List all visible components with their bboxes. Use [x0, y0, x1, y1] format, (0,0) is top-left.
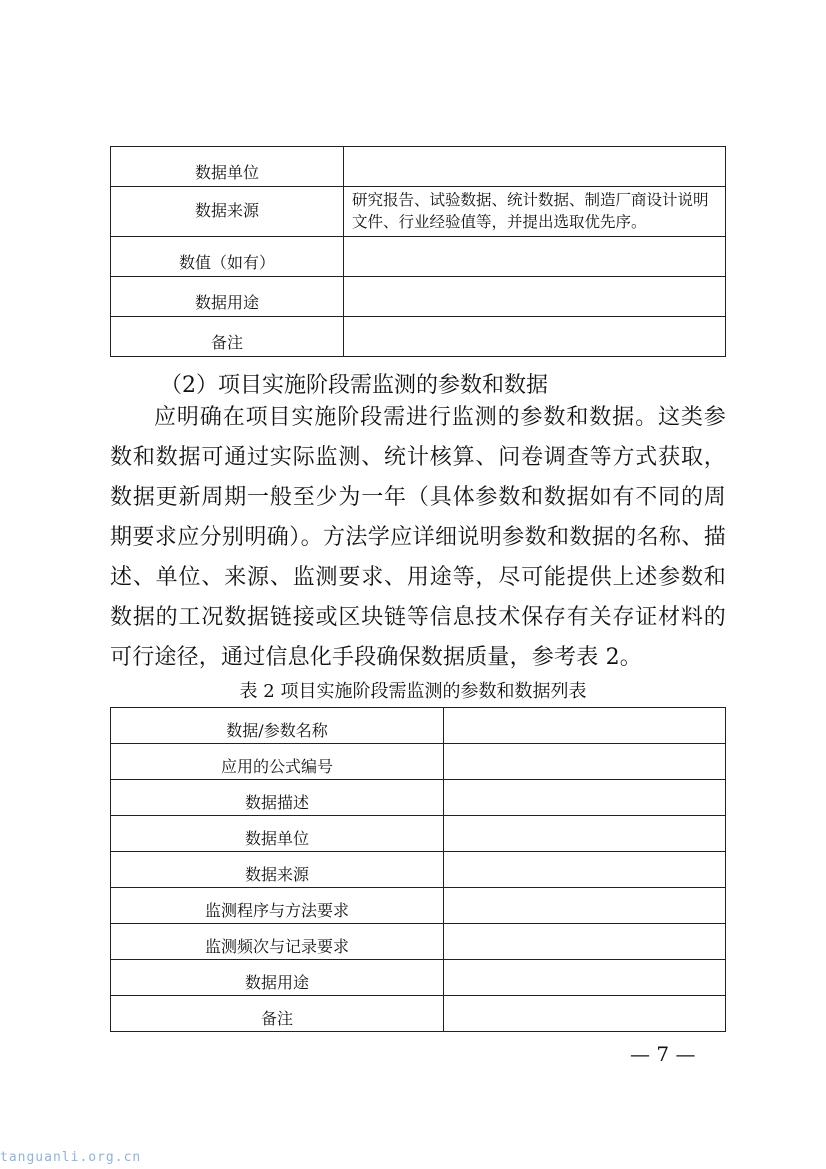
table-row	[111, 317, 726, 357]
row-value	[344, 317, 726, 357]
body-paragraph: 应明确在项目实施阶段需进行监测的参数和数据。这类参数和数据可通过实际监测、统计核算、问卷调查等方式获取，数据更新周期一般至少为一年（具体参数和数据如有不同的周期要求应分别明确）。方法学应详细说明参数和数据的名称、描述、单位、来源、监测要求、用途等，尽可能提供上述参数和数据的工况数据链接或区块链等信息技术保存有关存证材料的可行途径，通过信息化手段确保数据质量，参考表 2。	[110, 405, 726, 670]
row-value	[444, 960, 726, 996]
row-label: 数值（如有）	[111, 237, 344, 277]
row-label: 数据/参数名称	[111, 708, 444, 744]
watermark: tanguanli.org.cn	[0, 1150, 142, 1165]
table-row	[111, 744, 726, 780]
table-row	[111, 816, 726, 852]
row-value	[344, 147, 726, 187]
table-row	[111, 852, 726, 888]
row-label: 数据来源	[111, 852, 444, 888]
row-value	[444, 888, 726, 924]
row-label: 监测频次与记录要求	[111, 924, 444, 960]
table-caption: 表 2 项目实施阶段需监测的参数和数据列表	[239, 681, 587, 702]
row-label: 应用的公式编号	[111, 744, 444, 780]
row-label: 备注	[111, 996, 444, 1032]
table-row	[111, 187, 726, 237]
row-value: 研究报告、试验数据、统计数据、制造厂商设计说明文件、行业经验值等，并提出选取优先序。	[344, 187, 726, 237]
row-value	[344, 277, 726, 317]
table-row	[111, 888, 726, 924]
row-label: 备注	[111, 317, 344, 357]
row-label: 数据用途	[111, 960, 444, 996]
row-label: 数据用途	[111, 277, 344, 317]
table-row	[111, 780, 726, 816]
monitoring-parameter-table	[110, 707, 726, 1032]
page-number: — 7 —	[630, 1042, 696, 1066]
table-row	[111, 237, 726, 277]
row-value	[444, 744, 726, 780]
row-value	[444, 924, 726, 960]
parameter-table-continued	[110, 146, 726, 357]
section-heading: （2）项目实施阶段需监测的参数和数据	[160, 373, 548, 398]
table-row	[111, 277, 726, 317]
row-value	[444, 852, 726, 888]
row-value	[444, 780, 726, 816]
table-row	[111, 924, 726, 960]
row-label: 监测程序与方法要求	[111, 888, 444, 924]
table-row	[111, 996, 726, 1032]
row-label: 数据来源	[111, 187, 344, 237]
table-row	[111, 960, 726, 996]
table-row	[111, 708, 726, 744]
row-label: 数据单位	[111, 816, 444, 852]
table-row	[111, 147, 726, 187]
row-label: 数据描述	[111, 780, 444, 816]
row-value	[444, 816, 726, 852]
row-value	[344, 237, 726, 277]
row-value	[444, 996, 726, 1032]
row-value	[444, 708, 726, 744]
row-label: 数据单位	[111, 147, 344, 187]
